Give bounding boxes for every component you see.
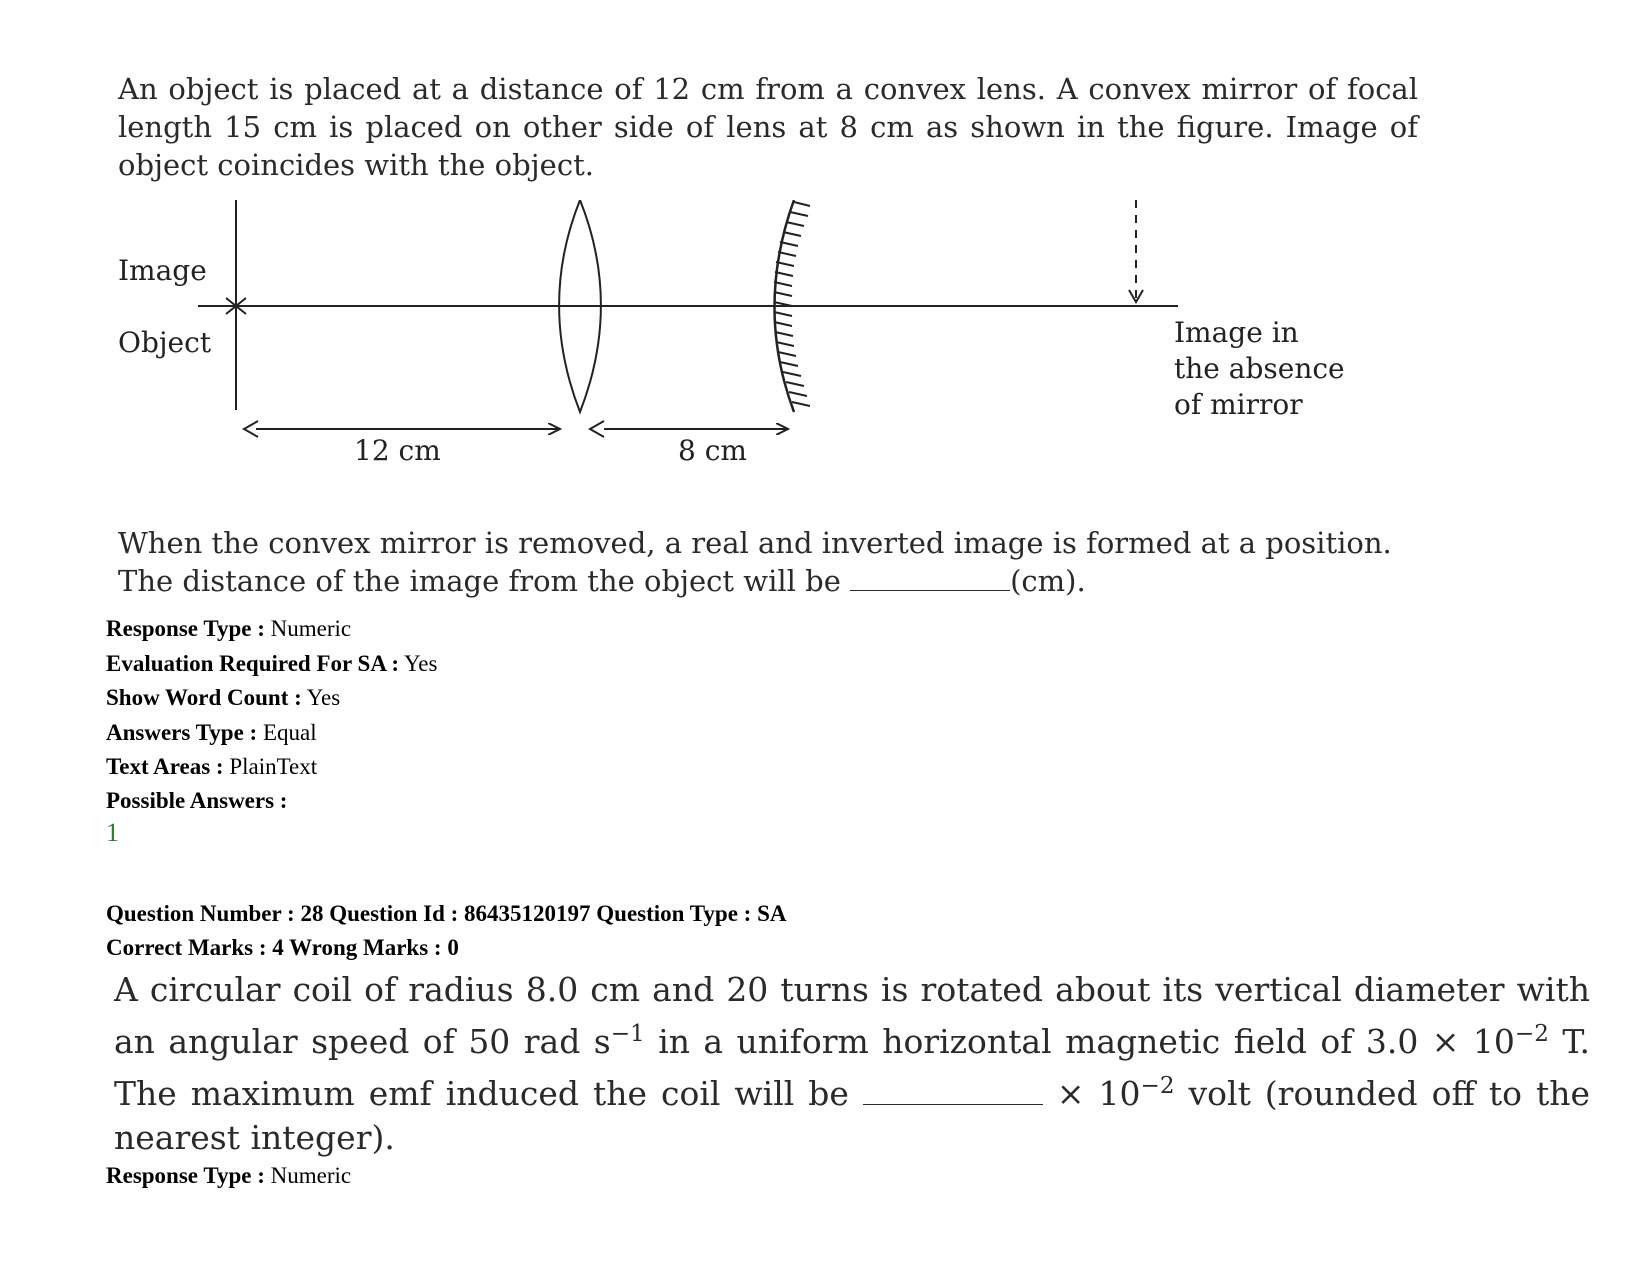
response-type-row-2: Response Type : Numeric: [106, 1163, 352, 1188]
distance-arrow-8cm-left-head: [590, 421, 604, 437]
evaluation-required-row: Evaluation Required For SA : Yes: [106, 651, 438, 676]
possible-answers-row: Possible Answers :: [106, 788, 288, 813]
optics-figure: [110, 200, 1440, 500]
answer-blank-2: [863, 1074, 1043, 1105]
label-absence-2: the absence: [1174, 352, 1345, 385]
mirror-hatching: [774, 202, 810, 406]
label-12cm: 12 cm: [354, 434, 441, 467]
answers-type-row: Answers Type : Equal: [106, 720, 317, 745]
question-2-text: A circular coil of radius 8.0 cm and 20 turns is rotated about its vertical diameter with an angular speed of 50 rad $s^{-1}$ in a uniform horizontal magnetic field of $3.0 \times 10^{-2}$ T. The maximum emf induced the coil will be × $10^{-2}$ volt (rounded off to the nearest integer).: [114, 970, 1591, 1157]
label-8cm: 8 cm: [678, 434, 747, 467]
question-2-marks: Correct Marks : 4 Wrong Marks : 0: [106, 935, 459, 960]
label-absence-3: of mirror: [1174, 388, 1303, 421]
possible-answer-value: 1: [106, 818, 119, 847]
question-1-text-before: When the convex mirror is removed, a real and inverted image is formed at a position. The distance of the image from the object will be: [118, 526, 1392, 598]
label-absence-1: Image in: [1174, 316, 1299, 349]
question-1-text: [118, 524, 1418, 600]
text-areas-row: Text Areas : PlainText: [106, 754, 318, 779]
question-1-text-after: (cm).: [1010, 564, 1086, 598]
question-1-intro: An object is placed at a distance of 12 cm from a convex lens. A convex mirror of focal length 15 cm is placed on other side of lens at 8 cm as shown in the figure. Image of object coincides with the object.: [118, 72, 1418, 182]
label-image: Image: [118, 254, 207, 287]
label-object: Object: [118, 326, 212, 359]
show-word-count-row: Show Word Count : Yes: [106, 685, 341, 710]
question-2-header: Question Number : 28 Question Id : 86435120197 Question Type : SA: [106, 901, 787, 926]
distance-arrow-12cm-left-head: [244, 421, 258, 437]
answer-blank: [850, 564, 1010, 591]
response-type-row: Response Type : Numeric: [106, 616, 352, 641]
